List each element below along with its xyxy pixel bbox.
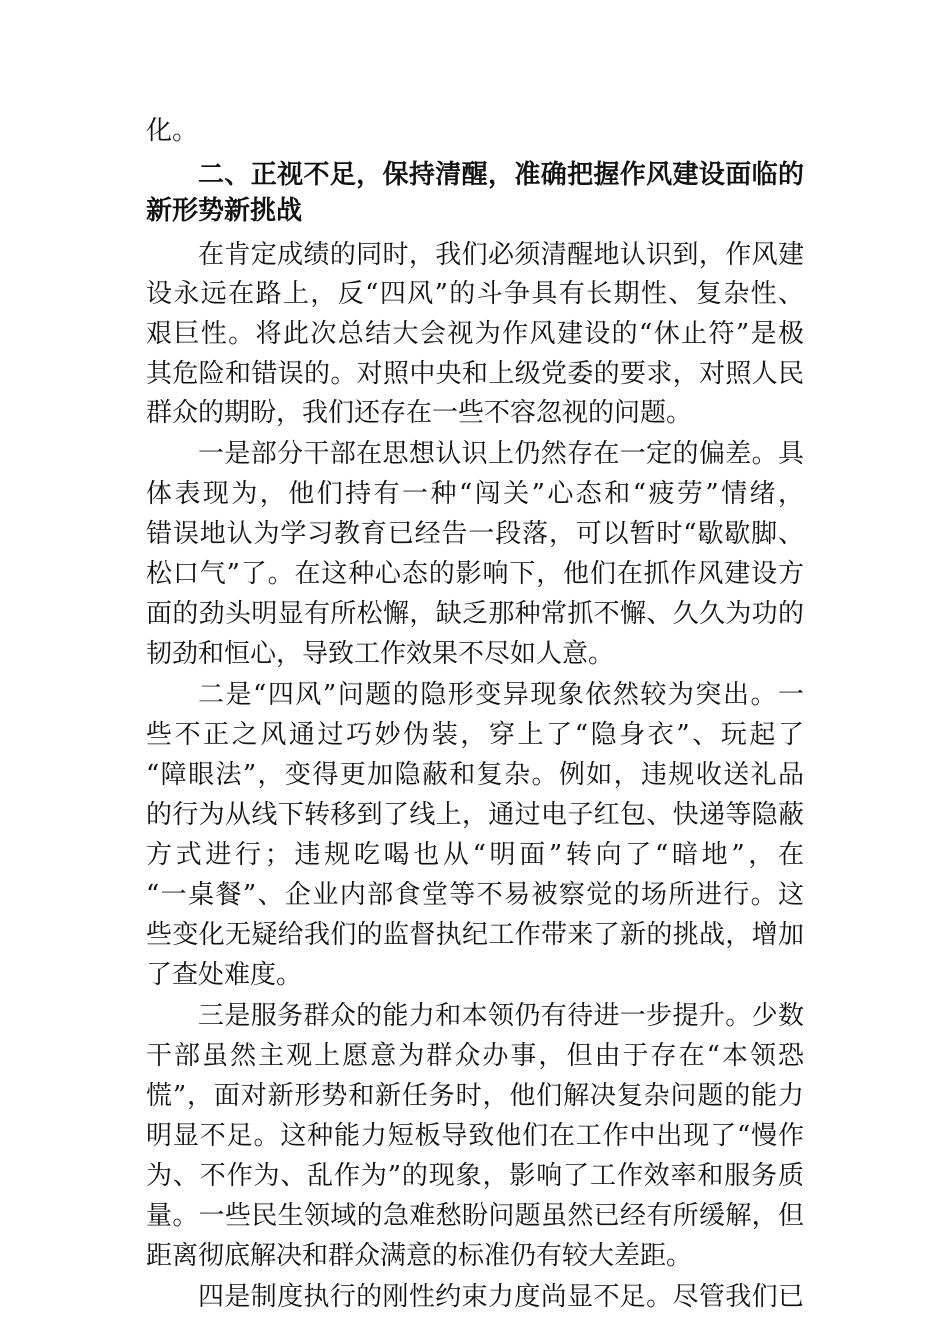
body-line: 为、不作为、乱作为”的现象，影响了工作效率和服务质: [146, 1161, 804, 1191]
body-line: 错误地认为学习教育已经告一段落，可以暂时“歇歇脚、: [146, 519, 804, 549]
body-line: 三是服务群众的能力和本领仍有待进一步提升。少数: [198, 1001, 804, 1031]
body-line: 明显不足。这种能力短板导致他们在工作中出现了“慢作: [146, 1121, 804, 1151]
body-line: 面的劲头明显有所松懈，缺乏那种常抓不懈、久久为功的: [146, 599, 804, 629]
body-line: 韧劲和恒心，导致工作效果不尽如人意。: [146, 639, 615, 669]
section-heading-line-2: 新形势新挑战: [146, 196, 303, 226]
body-line: 些不正之风通过巧妙伪装，穿上了“隐身衣”、玩起了: [146, 720, 804, 750]
body-line: 二是“四风”问题的隐形变异现象依然较为突出。一: [198, 680, 804, 710]
body-line: 群众的期盼，我们还存在一些不容忽视的问题。: [146, 398, 693, 428]
body-line: 艰巨性。将此次总结大会视为作风建设的“休止符”是极: [146, 319, 804, 349]
body-line: 在肯定成绩的同时，我们必须清醒地认识到，作风建: [198, 240, 804, 270]
body-line: 些变化无疑给我们的监督执纪工作带来了新的挑战，增加: [146, 920, 804, 950]
body-line: 了查处难度。: [146, 960, 303, 990]
body-line: 设永远在路上，反“四风”的斗争具有长期性、复杂性、: [146, 279, 804, 309]
body-line: 的行为从线下转移到了线上，通过电子红包、快递等隐蔽: [146, 800, 804, 830]
body-line: 其危险和错误的。对照中央和上级党委的要求，对照人民: [146, 359, 804, 389]
body-line: “障眼法”，变得更加隐蔽和复杂。例如，违规收送礼品: [146, 760, 804, 790]
body-line: 距离彻底解决和群众满意的标准仍有较大差距。: [146, 1241, 693, 1271]
body-line: 体表现为，他们持有一种“闯关”心态和“疲劳”情绪，: [146, 479, 804, 509]
body-line: 松口气”了。在这种心态的影响下，他们在抓作风建设方: [146, 559, 804, 589]
body-line: 一是部分干部在思想认识上仍然存在一定的偏差。具: [198, 439, 804, 469]
body-line: 量。一些民生领域的急难愁盼问题虽然已经有所缓解，但: [146, 1201, 804, 1231]
body-line: 慌”，面对新形势和新任务时，他们解决复杂问题的能力: [146, 1081, 804, 1111]
paragraph-tail: 化。: [146, 116, 199, 146]
body-line: 干部虽然主观上愿意为群众办事，但由于存在“本领恐: [146, 1041, 804, 1071]
body-line: 方式进行；违规吃喝也从“明面”转向了“暗地”，在: [146, 840, 804, 870]
body-line: 四是制度执行的刚性约束力度尚显不足。尽管我们已: [198, 1282, 804, 1312]
body-line: “一桌餐”、企业内部食堂等不易被察觉的场所进行。这: [146, 880, 804, 910]
section-heading-line-1: 二、正视不足，保持清醒，准确把握作风建设面临的: [198, 160, 804, 190]
